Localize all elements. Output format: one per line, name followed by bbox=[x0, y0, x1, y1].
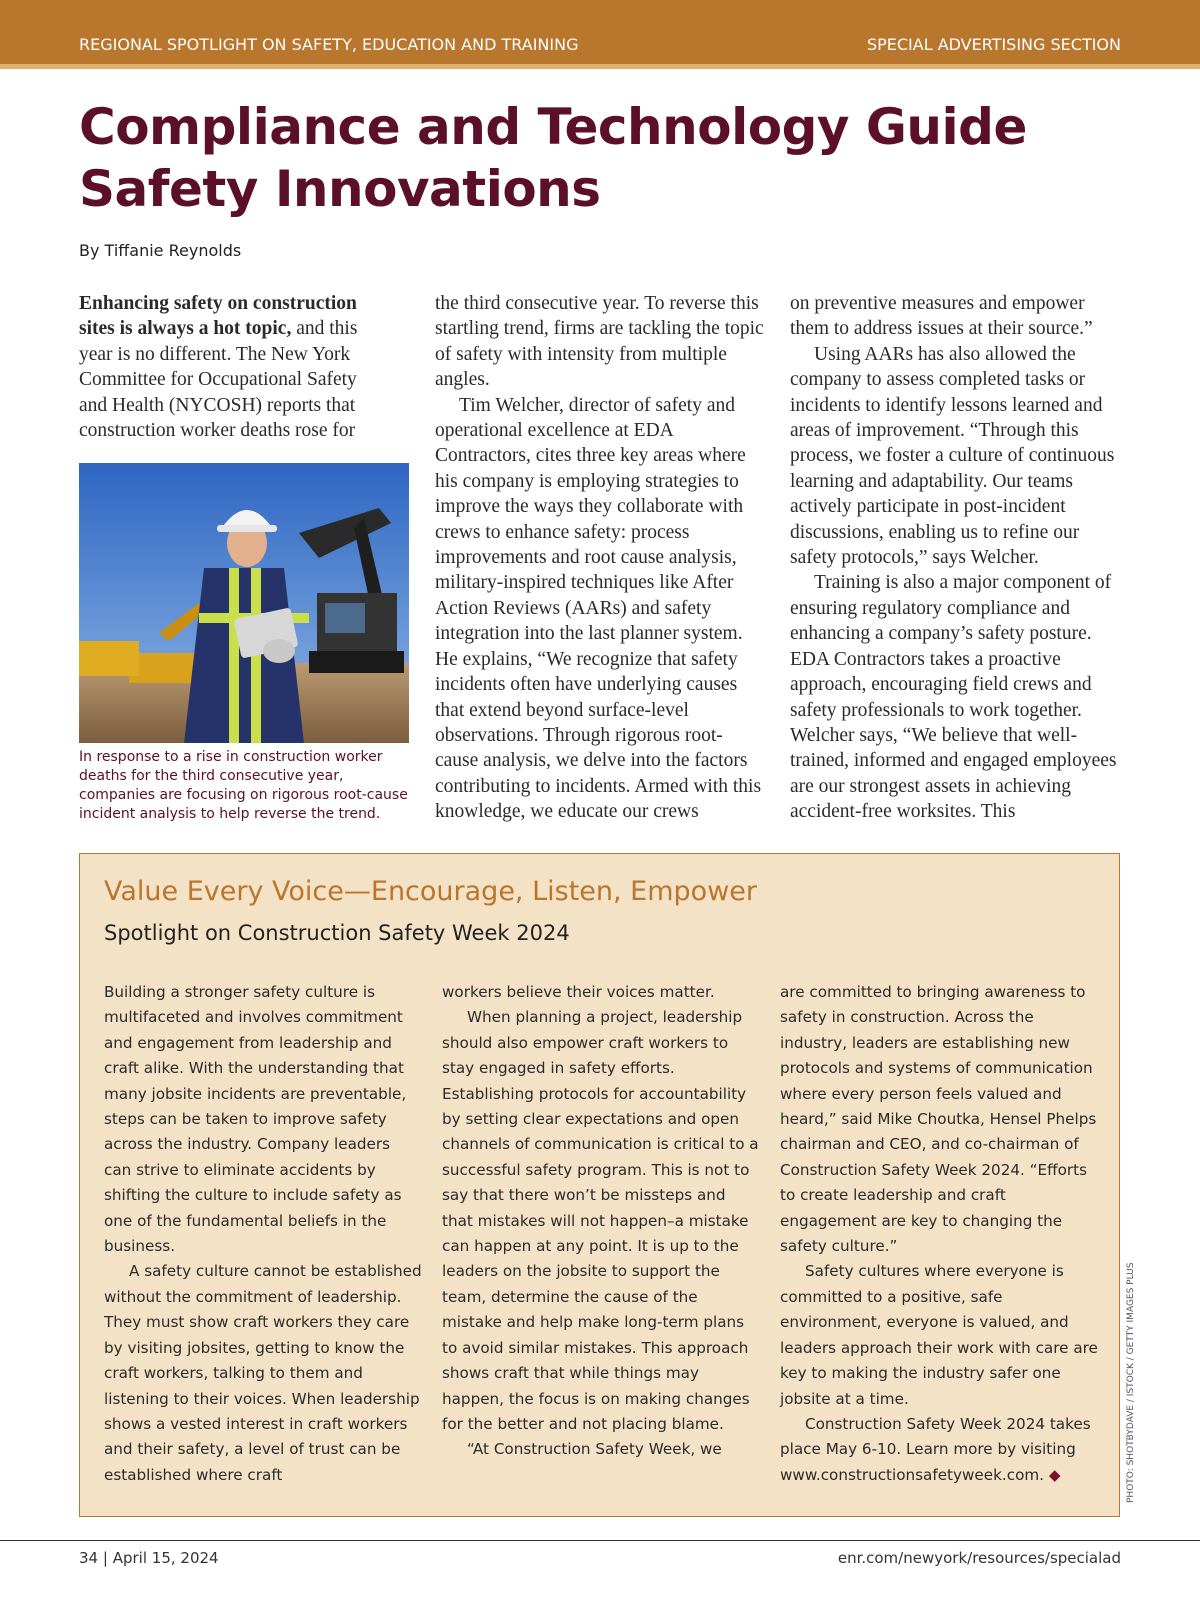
end-diamond-icon: ◆ bbox=[1048, 1465, 1061, 1484]
footer-separator: | bbox=[102, 1549, 108, 1567]
worker-photo-illustration bbox=[79, 463, 409, 743]
article-title bbox=[79, 96, 1129, 220]
footer-divider bbox=[0, 1540, 1200, 1541]
sidebar-column-3 bbox=[780, 980, 1098, 1488]
col3-paragraph-3: Training is also a major component of ensuring regulatory compliance and enhancing a company’s safety posture. EDA Contractors takes a proactive approach, encouraging field crews and safety professionals to work together. Welcher says, “We believe that well-trained, informed and engaged employees are our strongest assets in achieving accident-free worksites. This bbox=[790, 572, 1117, 823]
photo-credit bbox=[1121, 1262, 1136, 1508]
article-column-3 bbox=[790, 291, 1120, 825]
worker-photo bbox=[79, 463, 409, 743]
sidebar-c3-paragraph-2: Safety cultures where everyone is committed to a positive, safe environment, everyone is valued, and leaders approach their work with care are key to making the industry safer one jobsite at a time. bbox=[780, 1262, 1098, 1408]
title-line-2: Safety Innovations bbox=[79, 160, 601, 218]
sidebar-c1-paragraph-1: Building a stronger safety culture is multifaceted and involves commitment and engagement from leadership and craft alike. With the understanding that many jobsite incidents are preventable, steps can be taken to improve safety across the industry. Company leaders can strive to eliminate accidents by shifting the culture to include safety as one of the fundamental beliefs in the business. bbox=[104, 983, 407, 1256]
lead-bold: Enhancing safety on construction sites is always a hot topic, bbox=[79, 293, 357, 340]
byline: By Tiffanie Reynolds bbox=[79, 241, 242, 260]
col2-paragraph-2: Tim Welcher, director of safety and operational excellence at EDA Contractors, cites three key areas where his company is employing strategies to improve the ways they collaborate with crews to enhance safety: process improvements and root cause analysis, military-inspired techniques like After Action Reviews (AARs) and safety integration into the last planner system. He explains, “We recognize that safety incidents often have underlying causes that extend beyond surface-level observations. Through rigorous root-cause analysis, we delve into the factors contributing to incidents. Armed with this knowledge, we educate our crews bbox=[435, 394, 762, 823]
sidebar-c1-paragraph-2: A safety culture cannot be established without the commitment of leadership. They must show craft workers they care by visiting jobsites, getting to know the craft workers, talking to them and listening to their voices. When leadership shows a vested interest in craft workers and their safety, a level of trust can be established where craft bbox=[104, 1262, 422, 1484]
sidebar-c2-paragraph-2: When planning a project, leadership should also empower craft workers to stay engaged in safety efforts. Establishing protocols for accountability by setting clear expectations and open channels of communication is critical to a successful safety program. This is not to say that there won’t be missteps and that mistakes will not happen–a mistake can happen at any point. It is up to the leaders on the jobsite to support the team, determine the cause of the mistake and help make long-term plans to avoid similar mistakes. This approach shows craft that while things may happen, the focus is on making changes for the better and not placing blame. bbox=[442, 1008, 759, 1433]
article-column-2 bbox=[435, 291, 765, 825]
photo-credit-text: PHOTO: SHOTBYDAVE / ISTOCK / GETTY IMAGES PLUS bbox=[1126, 1262, 1136, 1503]
sidebar-subheading: Spotlight on Construction Safety Week 2024 bbox=[104, 921, 570, 945]
col2-paragraph-1: the third consecutive year. To reverse this startling trend, firms are tackling the topic of safety with intensity from multiple angles. bbox=[435, 293, 764, 391]
sidebar-column-1 bbox=[104, 980, 422, 1488]
footer-url: enr.com/newyork/resources/specialad bbox=[837, 1549, 1121, 1567]
col3-paragraph-2: Using AARs has also allowed the company to assess completed tasks or incidents to identify lessons learned and areas of improvement. “Through this process, we foster a culture of continuous learning and adaptability. Our teams actively participate in post-incident discussions, enabling us to refine our safety protocols,” says Welcher. bbox=[790, 343, 1115, 569]
header-section-label: REGIONAL SPOTLIGHT ON SAFETY, EDUCATION AND TRAINING bbox=[79, 35, 579, 54]
sidebar-column-2 bbox=[442, 980, 760, 1463]
col3-paragraph-1: on preventive measures and empower them to address issues at their source.” bbox=[790, 293, 1093, 340]
photo-caption: In response to a rise in construction worker deaths for the third consecutive year, companies are focusing on rigorous root-cause incident analysis to help reverse the trend. bbox=[79, 749, 408, 822]
sidebar-c2-paragraph-1: workers believe their voices matter. bbox=[442, 983, 715, 1001]
header-band bbox=[0, 0, 1200, 69]
page-number: 34 bbox=[79, 1549, 99, 1567]
sidebar-c3-paragraph-3 bbox=[780, 1412, 1098, 1488]
lead-text: and this year is no different. The New York Committee for Occupational Safety and Health (NYCOSH) reports that construction worker deaths rose for bbox=[79, 318, 358, 442]
header-advertising-label: SPECIAL ADVERTISING SECTION bbox=[866, 35, 1121, 54]
sidebar-c2-paragraph-3: “At Construction Safety Week, we bbox=[467, 1440, 722, 1459]
sidebar-closing-text: Construction Safety Week 2024 takes place May 6-10. Learn more by visiting www.constructionsafetyweek.com. bbox=[780, 1414, 1091, 1484]
title-line-1: Compliance and Technology Guide bbox=[79, 98, 1027, 156]
sidebar-box bbox=[79, 853, 1120, 1517]
lead-paragraph bbox=[79, 291, 384, 443]
article-column-1 bbox=[79, 291, 384, 443]
sidebar-heading: Value Every Voice—Encourage, Listen, Empower bbox=[104, 876, 757, 907]
footer-page-info bbox=[79, 1549, 219, 1567]
issue-date: April 15, 2024 bbox=[112, 1549, 219, 1567]
sidebar-c3-paragraph-1: are committed to bringing awareness to safety in construction. Across the industry, leaders are establishing new protocols and systems of communication where every person feels valued and heard,” said Mike Choutka, Hensel Phelps chairman and CEO, and co-chairman of Construction Safety Week 2024. “Efforts to create leadership and craft engagement are key to changing the safety culture.” bbox=[780, 983, 1097, 1256]
